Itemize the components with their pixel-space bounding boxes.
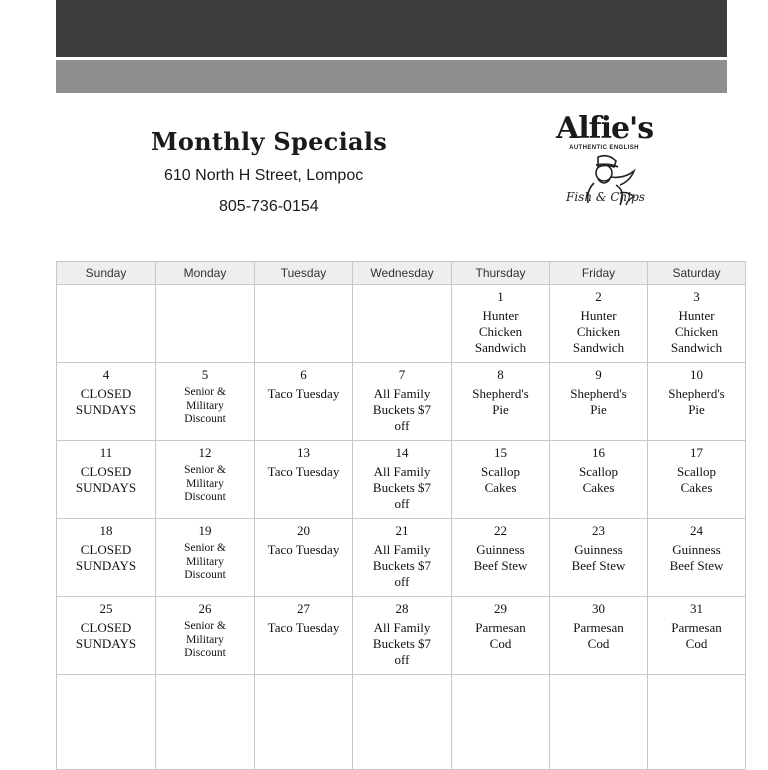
header-band-light <box>56 60 727 93</box>
daily-special: Senior & Military Discount <box>184 386 226 425</box>
weekday-header: Monday <box>156 262 255 285</box>
daily-special: Guinness Beef Stew <box>571 542 626 573</box>
daily-special: CLOSED SUNDAYS <box>75 386 137 417</box>
daily-special: All Family Buckets $7 off <box>372 386 432 433</box>
daily-special: Hunter Chicken Sandwich <box>474 308 527 355</box>
daily-special: Guinness Beef Stew <box>669 542 724 573</box>
daily-special: CLOSED SUNDAYS <box>75 464 137 495</box>
daily-special: Taco Tuesday <box>267 464 340 479</box>
day-number: 22 <box>494 523 507 538</box>
weekday-header: Thursday <box>452 262 550 285</box>
calendar-day-cell <box>550 597 648 675</box>
daily-special: Shepherd's Pie <box>668 386 725 417</box>
day-number: 16 <box>592 445 605 460</box>
calendar-day-cell <box>648 363 746 441</box>
day-number: 29 <box>494 601 507 616</box>
daily-special: CLOSED SUNDAYS <box>75 620 137 651</box>
day-number: 10 <box>690 367 703 382</box>
day-number: 25 <box>99 601 113 616</box>
calendar-day-cell <box>255 441 353 519</box>
calendar-day-cell <box>57 441 156 519</box>
logo-tagline: AUTHENTIC ENGLISH <box>569 145 639 151</box>
calendar-day-cell <box>255 597 353 675</box>
day-number: 3 <box>693 289 700 304</box>
day-number: 5 <box>201 367 209 382</box>
daily-special: Parmesan Cod <box>671 620 722 651</box>
weekday-header: Wednesday <box>353 262 452 285</box>
calendar-week-row <box>57 441 746 519</box>
calendar-day-cell <box>550 675 648 770</box>
daily-special: All Family Buckets $7 off <box>372 464 432 511</box>
daily-special: Shepherd's Pie <box>570 386 627 417</box>
calendar-day-cell <box>156 675 255 770</box>
calendar-day-cell <box>156 519 255 597</box>
daily-special: CLOSED SUNDAYS <box>75 542 137 573</box>
calendar-day-cell <box>648 519 746 597</box>
calendar-day-cell <box>255 285 353 363</box>
calendar-day-cell <box>550 519 648 597</box>
day-number: 13 <box>297 445 310 460</box>
daily-special: Senior & Military Discount <box>184 620 226 659</box>
daily-special: All Family Buckets $7 off <box>372 542 432 589</box>
calendar-week-row <box>57 285 746 363</box>
daily-special: Shepherd's Pie <box>472 386 529 417</box>
day-number: 19 <box>198 523 212 538</box>
calendar-day-cell <box>57 675 156 770</box>
calendar-day-cell <box>353 675 452 770</box>
day-number: 31 <box>690 601 703 616</box>
day-number: 15 <box>494 445 507 460</box>
day-number: 1 <box>497 289 504 304</box>
day-number: 26 <box>198 601 212 616</box>
weekday-header: Saturday <box>648 262 746 285</box>
alfies-logo <box>556 112 652 222</box>
calendar-day-cell <box>452 675 550 770</box>
calendar-day-cell <box>648 597 746 675</box>
day-number: 18 <box>99 523 113 538</box>
calendar-day-cell <box>648 675 746 770</box>
daily-special: Taco Tuesday <box>267 620 340 635</box>
calendar-day-cell <box>648 441 746 519</box>
calendar-day-cell <box>255 363 353 441</box>
day-number: 24 <box>690 523 703 538</box>
day-number: 30 <box>592 601 605 616</box>
calendar-day-cell <box>57 597 156 675</box>
specials-calendar <box>56 261 746 770</box>
calendar-week-row <box>57 519 746 597</box>
daily-special: All Family Buckets $7 off <box>372 620 432 667</box>
calendar-day-cell <box>57 285 156 363</box>
calendar-week-row <box>57 363 746 441</box>
daily-special: Senior & Military Discount <box>184 542 226 581</box>
calendar-day-cell <box>550 441 648 519</box>
daily-special: Hunter Chicken Sandwich <box>670 308 723 355</box>
daily-special: Scallop Cakes <box>579 464 618 495</box>
calendar-day-cell <box>648 285 746 363</box>
daily-special: Hunter Chicken Sandwich <box>572 308 625 355</box>
calendar-day-cell <box>550 285 648 363</box>
day-number: 14 <box>395 445 409 460</box>
calendar-week-row <box>57 597 746 675</box>
daily-special: Taco Tuesday <box>267 542 340 557</box>
header-band-dark <box>56 0 727 57</box>
calendar-day-cell <box>353 519 452 597</box>
calendar-day-cell <box>156 285 255 363</box>
calendar-day-cell <box>255 519 353 597</box>
daily-special: Parmesan Cod <box>475 620 526 651</box>
calendar-day-cell <box>156 363 255 441</box>
calendar-day-cell <box>550 363 648 441</box>
day-number: 17 <box>690 445 703 460</box>
calendar-day-cell <box>452 519 550 597</box>
logo-name: Alfie's <box>556 111 654 146</box>
day-number: 6 <box>300 367 307 382</box>
calendar-day-cell <box>156 441 255 519</box>
day-number: 20 <box>297 523 310 538</box>
calendar-day-cell <box>156 597 255 675</box>
day-number: 12 <box>198 445 212 460</box>
day-number: 21 <box>395 523 409 538</box>
calendar-week-row <box>57 675 746 770</box>
calendar-day-cell <box>353 363 452 441</box>
day-number: 23 <box>592 523 605 538</box>
day-number: 28 <box>395 601 409 616</box>
calendar-day-cell <box>452 363 550 441</box>
fisherman-logo-icon <box>564 153 644 215</box>
daily-special: Senior & Military Discount <box>184 464 226 503</box>
calendar-day-cell <box>57 363 156 441</box>
weekday-header: Sunday <box>57 262 156 285</box>
page-title: Monthly Specials <box>151 127 388 156</box>
daily-special: Scallop Cakes <box>481 464 520 495</box>
calendar-day-cell <box>452 441 550 519</box>
store-phone: 805-736-0154 <box>219 198 319 215</box>
day-number: 7 <box>398 367 406 382</box>
day-number: 4 <box>102 367 110 382</box>
calendar-day-cell <box>255 675 353 770</box>
daily-special: Guinness Beef Stew <box>473 542 528 573</box>
weekday-header: Tuesday <box>255 262 353 285</box>
calendar-day-cell <box>353 441 452 519</box>
weekday-header: Friday <box>550 262 648 285</box>
daily-special: Parmesan Cod <box>573 620 624 651</box>
calendar-day-cell <box>57 519 156 597</box>
daily-special: Taco Tuesday <box>267 386 340 401</box>
day-number: 2 <box>595 289 602 304</box>
calendar-day-cell <box>353 285 452 363</box>
day-number: 27 <box>297 601 310 616</box>
daily-special: Scallop Cakes <box>677 464 716 495</box>
calendar-day-cell <box>452 597 550 675</box>
calendar-day-cell <box>353 597 452 675</box>
day-number: 8 <box>497 367 504 382</box>
logo-fish-chips: Fish & Chips <box>566 190 645 204</box>
calendar-day-cell <box>452 285 550 363</box>
weekday-header-row <box>57 262 746 285</box>
store-address: 610 North H Street, Lompoc <box>164 167 364 184</box>
day-number: 11 <box>99 445 113 460</box>
day-number: 9 <box>595 367 602 382</box>
